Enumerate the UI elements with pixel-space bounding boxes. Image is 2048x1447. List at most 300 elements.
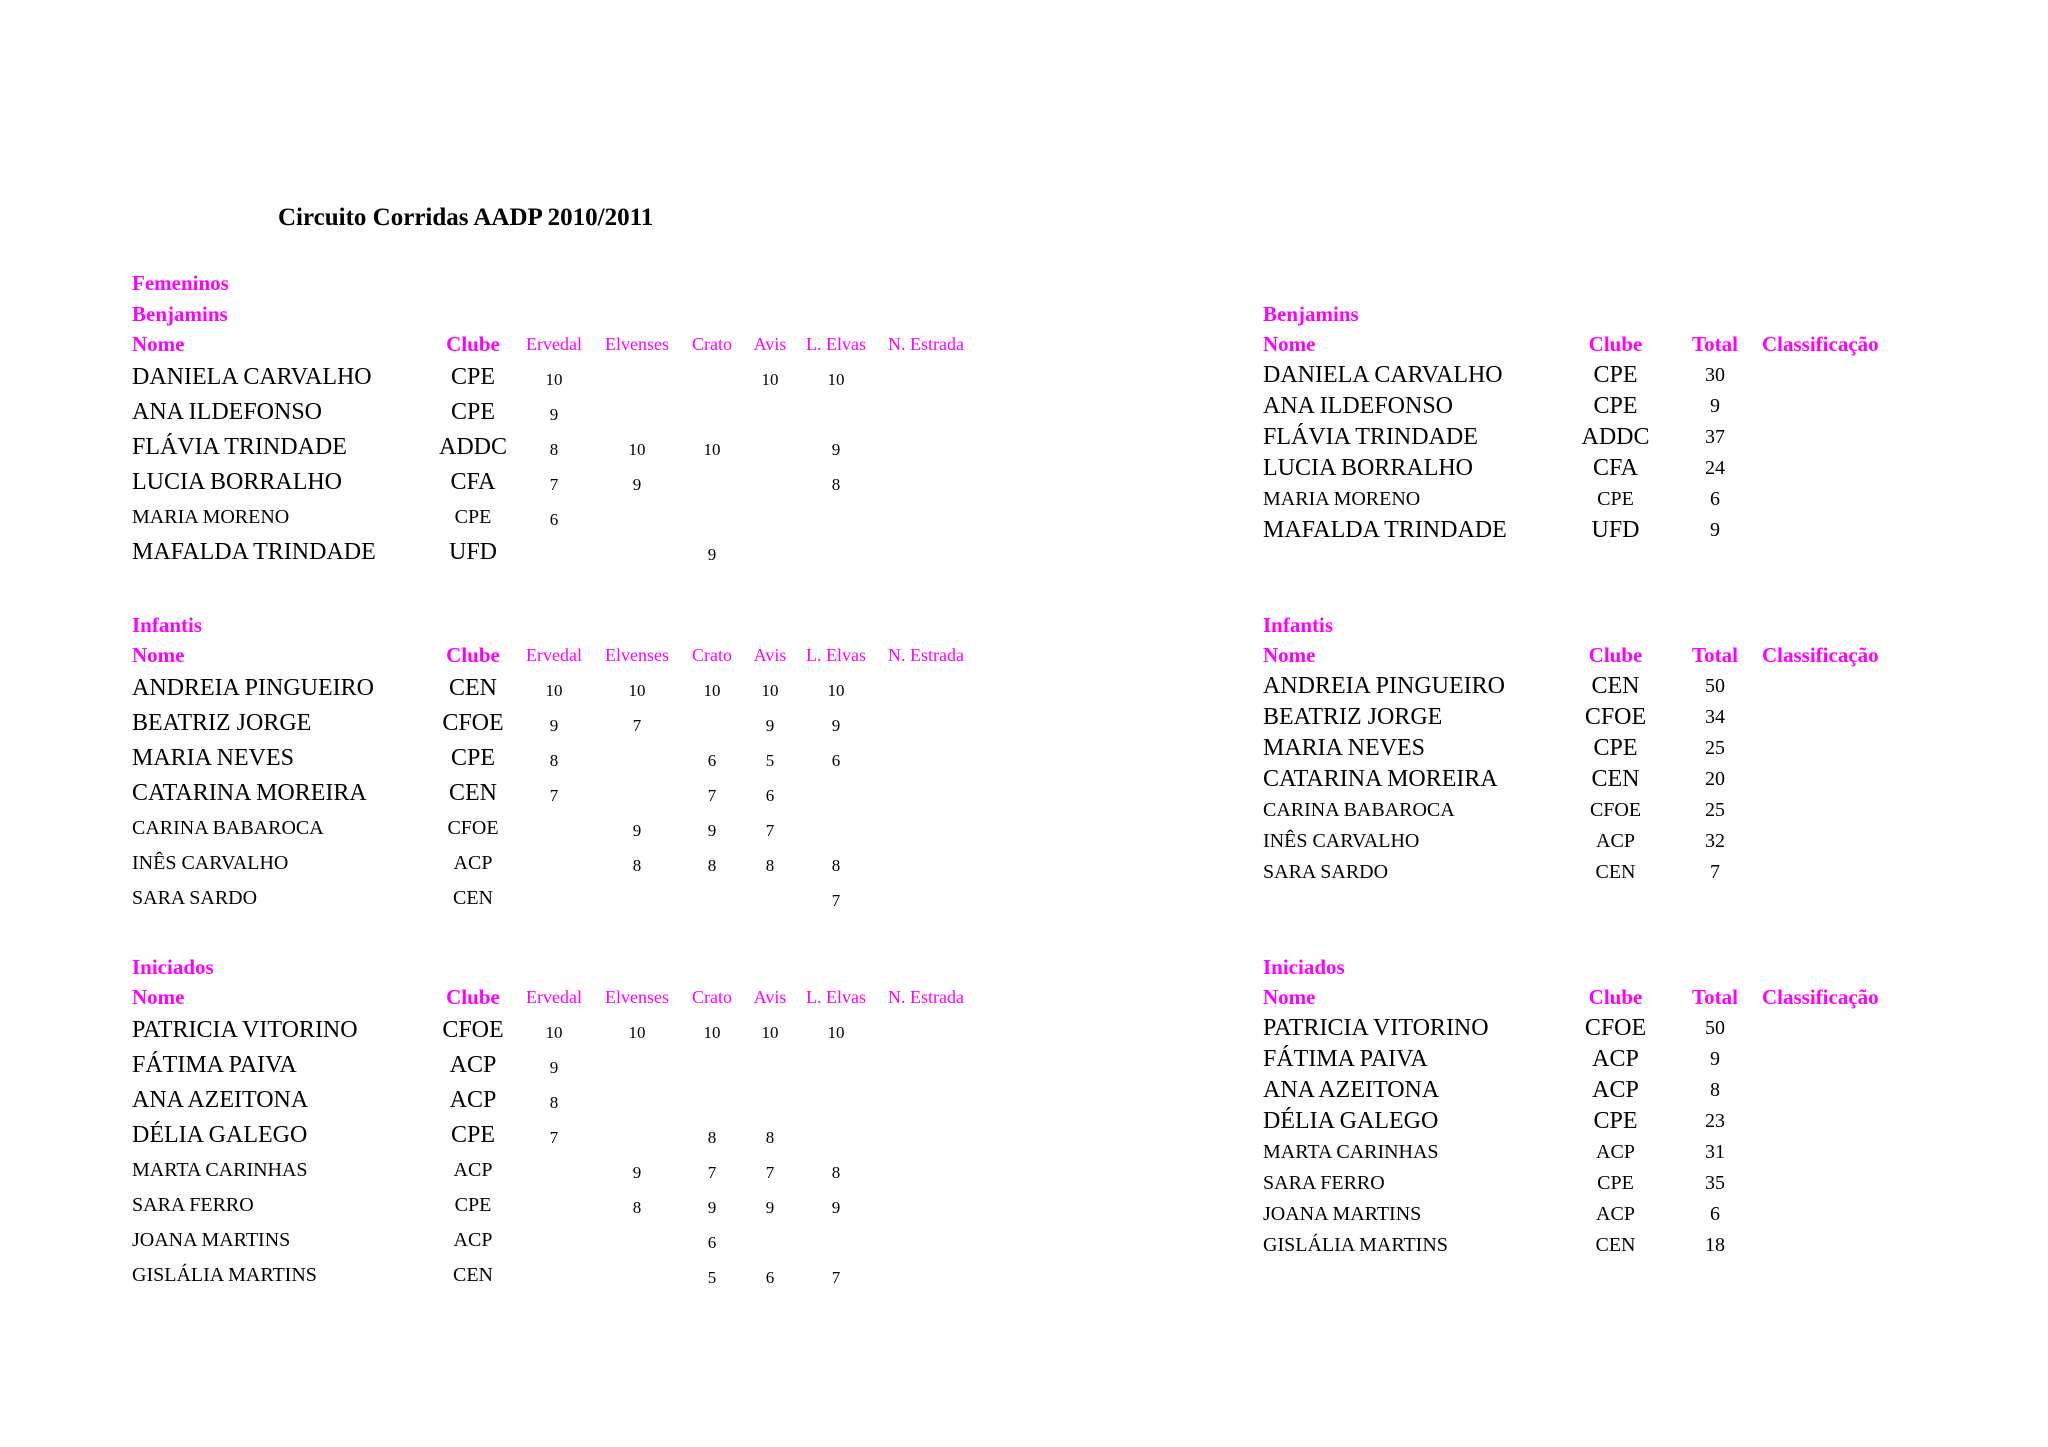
race-score bbox=[594, 741, 680, 776]
athlete-club: CEN bbox=[1591, 766, 1640, 792]
race-score: 7 bbox=[831, 1267, 841, 1287]
race-score: 5 bbox=[765, 750, 775, 770]
athlete-name: MAFALDA TRINDADE bbox=[1263, 517, 1507, 543]
race-score: 8 bbox=[707, 1127, 717, 1147]
header-race: Avis bbox=[753, 334, 787, 354]
athlete-classification bbox=[1762, 826, 1902, 857]
race-score bbox=[594, 395, 680, 430]
table-row bbox=[132, 360, 976, 395]
race-score: 9 bbox=[632, 474, 642, 494]
race-score: 6 bbox=[707, 1232, 717, 1252]
athlete-name: FÁTIMA PAIVA bbox=[132, 1052, 297, 1078]
athlete-club: CFOE bbox=[1589, 799, 1642, 821]
athlete-name: MAFALDA TRINDADE bbox=[132, 539, 376, 565]
race-score: 9 bbox=[765, 715, 775, 735]
athlete-club: ACP bbox=[1592, 1046, 1639, 1072]
athlete-club: CPE bbox=[454, 506, 492, 528]
race-score bbox=[876, 360, 976, 395]
race-score: 10 bbox=[827, 1022, 845, 1042]
athlete-classification bbox=[1762, 1106, 1902, 1137]
athlete-name: INÊS CARVALHO bbox=[132, 852, 289, 874]
race-score: 6 bbox=[831, 750, 841, 770]
athlete-name: MARTA CARINHAS bbox=[1263, 1141, 1439, 1163]
athlete-club: ACP bbox=[449, 1052, 497, 1078]
athlete-total: 9 bbox=[1710, 519, 1720, 541]
race-score bbox=[876, 535, 976, 570]
table-row bbox=[1263, 1230, 1902, 1261]
table-row bbox=[132, 1188, 976, 1223]
race-score bbox=[876, 881, 976, 916]
athlete-club: ACP bbox=[1596, 1141, 1635, 1163]
race-score: 10 bbox=[761, 369, 779, 389]
race-score bbox=[876, 465, 976, 500]
race-score: 7 bbox=[831, 890, 841, 910]
athlete-name: BEATRIZ JORGE bbox=[132, 710, 312, 736]
athlete-club: CFOE bbox=[447, 817, 499, 839]
race-score: 10 bbox=[628, 439, 646, 459]
athlete-total: 25 bbox=[1705, 799, 1725, 821]
race-score: 9 bbox=[831, 1197, 841, 1217]
race-score: 7 bbox=[632, 715, 642, 735]
athlete-name: MARIA MORENO bbox=[132, 506, 290, 528]
athlete-name: FÁTIMA PAIVA bbox=[1263, 1046, 1428, 1072]
race-score bbox=[680, 706, 744, 741]
race-score: 8 bbox=[765, 855, 775, 875]
table-row bbox=[132, 535, 976, 570]
header-race: N. Estrada bbox=[888, 987, 964, 1007]
race-score bbox=[744, 1083, 796, 1118]
athlete-club: ACP bbox=[453, 1229, 493, 1251]
header-race: Crato bbox=[692, 987, 732, 1007]
category-label-iniciados-left: Iniciados bbox=[132, 955, 214, 979]
header-race: L. Elvas bbox=[806, 334, 866, 354]
header-row bbox=[1263, 329, 1902, 360]
header-row bbox=[132, 640, 976, 671]
athlete-classification bbox=[1762, 484, 1902, 515]
race-score: 8 bbox=[632, 1197, 642, 1217]
header-name: Nome bbox=[1263, 985, 1316, 1009]
race-score: 7 bbox=[765, 820, 775, 840]
race-score: 9 bbox=[632, 820, 642, 840]
athlete-name: MARIA MORENO bbox=[1263, 488, 1421, 510]
table-row bbox=[132, 1153, 976, 1188]
athlete-name: ANDREIA PINGUEIRO bbox=[132, 675, 374, 701]
athlete-club: CEN bbox=[449, 675, 497, 701]
race-score: 8 bbox=[831, 474, 841, 494]
header-total: Total bbox=[1692, 332, 1738, 356]
header-race: L. Elvas bbox=[806, 987, 866, 1007]
athlete-club: CPE bbox=[450, 364, 495, 390]
table-row bbox=[132, 1048, 976, 1083]
header-race: Ervedal bbox=[526, 987, 582, 1007]
race-score bbox=[514, 1223, 594, 1258]
table-row bbox=[132, 1223, 976, 1258]
race-score bbox=[876, 1013, 976, 1048]
athlete-club: CPE bbox=[450, 1122, 495, 1148]
race-score bbox=[876, 741, 976, 776]
race-score: 8 bbox=[549, 750, 559, 770]
race-score: 8 bbox=[707, 855, 717, 875]
race-score bbox=[876, 776, 976, 811]
table-row bbox=[132, 465, 976, 500]
race-score: 7 bbox=[765, 1162, 775, 1182]
athlete-name: CARINA BABAROCA bbox=[132, 817, 324, 839]
race-score: 10 bbox=[628, 1022, 646, 1042]
athlete-name: DANIELA CARVALHO bbox=[132, 364, 372, 390]
athlete-name: INÊS CARVALHO bbox=[1263, 830, 1420, 852]
athlete-club: CEN bbox=[1595, 1234, 1636, 1256]
race-score bbox=[876, 1188, 976, 1223]
race-score: 10 bbox=[545, 1022, 563, 1042]
header-total: Total bbox=[1692, 643, 1738, 667]
table-row bbox=[132, 706, 976, 741]
category-label-iniciados-right: Iniciados bbox=[1263, 955, 1345, 979]
athlete-name: MARTA CARINHAS bbox=[132, 1159, 308, 1181]
header-race: Crato bbox=[692, 334, 732, 354]
athlete-total: 31 bbox=[1705, 1141, 1725, 1163]
race-score bbox=[680, 500, 744, 535]
athlete-club: UFD bbox=[1591, 517, 1640, 543]
header-club: Clube bbox=[446, 985, 500, 1009]
athlete-name: GISLÁLIA MARTINS bbox=[1263, 1234, 1448, 1256]
athlete-club: CEN bbox=[1595, 861, 1636, 883]
athlete-club: CEN bbox=[449, 780, 497, 806]
race-score: 8 bbox=[632, 855, 642, 875]
race-score bbox=[594, 1258, 680, 1293]
race-score bbox=[594, 1223, 680, 1258]
header-race: Avis bbox=[753, 987, 787, 1007]
race-score: 7 bbox=[549, 785, 559, 805]
athlete-total: 24 bbox=[1705, 457, 1725, 479]
race-score: 8 bbox=[549, 1092, 559, 1112]
athlete-classification bbox=[1762, 1013, 1902, 1044]
athlete-club: CFA bbox=[450, 469, 496, 495]
athlete-club: CEN bbox=[453, 887, 493, 909]
race-score bbox=[744, 465, 796, 500]
race-score bbox=[744, 535, 796, 570]
athlete-club: CPE bbox=[454, 1194, 492, 1216]
race-score bbox=[796, 535, 876, 570]
table-row bbox=[132, 741, 976, 776]
athlete-classification bbox=[1762, 360, 1902, 391]
table-row bbox=[132, 811, 976, 846]
header-race: Ervedal bbox=[526, 334, 582, 354]
race-score: 9 bbox=[707, 820, 717, 840]
athlete-club: ACP bbox=[1596, 1203, 1635, 1225]
race-score: 10 bbox=[703, 680, 721, 700]
athlete-classification bbox=[1762, 733, 1902, 764]
athlete-classification bbox=[1762, 764, 1902, 795]
race-score bbox=[876, 1223, 976, 1258]
athlete-name: CARINA BABAROCA bbox=[1263, 799, 1455, 821]
race-score bbox=[514, 1153, 594, 1188]
athlete-name: CATARINA MOREIRA bbox=[1263, 766, 1498, 792]
table-row bbox=[1263, 1075, 1902, 1106]
athlete-classification bbox=[1762, 1199, 1902, 1230]
race-score: 6 bbox=[765, 1267, 775, 1287]
header-classification: Classificação bbox=[1762, 985, 1879, 1009]
race-score bbox=[796, 500, 876, 535]
race-score bbox=[876, 671, 976, 706]
race-score: 10 bbox=[545, 680, 563, 700]
gender-label: Femeninos bbox=[132, 271, 229, 295]
athlete-name: PATRICIA VITORINO bbox=[1263, 1015, 1489, 1041]
athlete-name: PATRICIA VITORINO bbox=[132, 1017, 358, 1043]
athlete-total: 6 bbox=[1710, 488, 1720, 510]
header-name: Nome bbox=[132, 332, 185, 356]
race-score: 9 bbox=[831, 715, 841, 735]
athlete-name: FLÁVIA TRINDADE bbox=[132, 434, 347, 460]
athlete-classification bbox=[1762, 671, 1902, 702]
race-score bbox=[796, 1083, 876, 1118]
athlete-total: 23 bbox=[1705, 1110, 1725, 1132]
table-row bbox=[1263, 360, 1902, 391]
table-row bbox=[1263, 702, 1902, 733]
header-name: Nome bbox=[1263, 332, 1316, 356]
header-race: Elvenses bbox=[605, 987, 669, 1007]
table-row bbox=[1263, 826, 1902, 857]
race-score bbox=[796, 1048, 876, 1083]
athlete-club: ADDC bbox=[438, 434, 507, 460]
race-score bbox=[876, 1118, 976, 1153]
standings-table-iniciados bbox=[1263, 982, 1902, 1261]
race-score bbox=[594, 776, 680, 811]
category-label-benjamins-left: Benjamins bbox=[132, 302, 228, 326]
athlete-name: FLÁVIA TRINDADE bbox=[1263, 424, 1478, 450]
race-score bbox=[514, 1258, 594, 1293]
athlete-name: BEATRIZ JORGE bbox=[1263, 704, 1443, 730]
athlete-club: CPE bbox=[450, 745, 495, 771]
athlete-total: 50 bbox=[1705, 1017, 1725, 1039]
athlete-club: CPE bbox=[1593, 1108, 1638, 1134]
race-score bbox=[594, 1118, 680, 1153]
standings-table-benjamins bbox=[1263, 329, 1902, 546]
race-score: 7 bbox=[707, 785, 717, 805]
race-score bbox=[514, 1188, 594, 1223]
athlete-name: ANA AZEITONA bbox=[1263, 1077, 1440, 1103]
table-row bbox=[1263, 1168, 1902, 1199]
race-score bbox=[514, 846, 594, 881]
race-score: 8 bbox=[831, 1162, 841, 1182]
header-classification: Classificação bbox=[1762, 643, 1879, 667]
race-score: 7 bbox=[707, 1162, 717, 1182]
race-score: 10 bbox=[827, 680, 845, 700]
athlete-name: SARA SARDO bbox=[132, 887, 258, 909]
table-row bbox=[1263, 422, 1902, 453]
athlete-club: CEN bbox=[453, 1264, 493, 1286]
header-name: Nome bbox=[132, 643, 185, 667]
table-row bbox=[1263, 1013, 1902, 1044]
race-score: 8 bbox=[765, 1127, 775, 1147]
table-row bbox=[1263, 671, 1902, 702]
athlete-total: 20 bbox=[1705, 768, 1725, 790]
athlete-name: ANA ILDEFONSO bbox=[132, 399, 323, 425]
race-score bbox=[744, 1223, 796, 1258]
athlete-name: CATARINA MOREIRA bbox=[132, 780, 367, 806]
athlete-total: 9 bbox=[1710, 1048, 1720, 1070]
athlete-club: ACP bbox=[449, 1087, 497, 1113]
race-score: 9 bbox=[549, 715, 559, 735]
athlete-total: 9 bbox=[1710, 395, 1720, 417]
race-score: 9 bbox=[765, 1197, 775, 1217]
athlete-club: CPE bbox=[1593, 735, 1638, 761]
header-race: N. Estrada bbox=[888, 645, 964, 665]
athlete-name: LUCIA BORRALHO bbox=[1263, 455, 1474, 481]
race-score bbox=[680, 1048, 744, 1083]
race-score: 9 bbox=[707, 1197, 717, 1217]
athlete-classification bbox=[1762, 391, 1902, 422]
table-row bbox=[132, 1013, 976, 1048]
race-score: 10 bbox=[761, 680, 779, 700]
header-row bbox=[132, 982, 976, 1013]
table-row bbox=[1263, 1106, 1902, 1137]
header-name: Nome bbox=[1263, 643, 1316, 667]
race-score bbox=[594, 881, 680, 916]
athlete-name: ANDREIA PINGUEIRO bbox=[1263, 673, 1505, 699]
athlete-name: DÉLIA GALEGO bbox=[132, 1122, 308, 1148]
athlete-name: GISLÁLIA MARTINS bbox=[132, 1264, 317, 1286]
athlete-total: 18 bbox=[1705, 1234, 1725, 1256]
race-score: 5 bbox=[707, 1267, 717, 1287]
athlete-club: CFA bbox=[1593, 455, 1638, 481]
race-score bbox=[680, 395, 744, 430]
race-score bbox=[796, 811, 876, 846]
race-score: 10 bbox=[545, 369, 563, 389]
race-score: 6 bbox=[707, 750, 717, 770]
header-race: Elvenses bbox=[605, 334, 669, 354]
race-score bbox=[744, 395, 796, 430]
race-score: 9 bbox=[632, 1162, 642, 1182]
table-row bbox=[132, 846, 976, 881]
athlete-name: SARA FERRO bbox=[1263, 1172, 1385, 1194]
table-row bbox=[1263, 515, 1902, 546]
athlete-name: ANA ILDEFONSO bbox=[1263, 393, 1454, 419]
race-score bbox=[514, 535, 594, 570]
table-row bbox=[1263, 733, 1902, 764]
athlete-total: 30 bbox=[1705, 364, 1725, 386]
race-score bbox=[876, 500, 976, 535]
header-race: L. Elvas bbox=[806, 645, 866, 665]
athlete-club: CFOE bbox=[1584, 704, 1647, 730]
table-row bbox=[132, 1118, 976, 1153]
race-score bbox=[680, 881, 744, 916]
header-name: Nome bbox=[132, 985, 185, 1009]
athlete-name: DÉLIA GALEGO bbox=[1263, 1108, 1439, 1134]
athlete-club: CPE bbox=[1597, 1172, 1634, 1194]
header-race: Avis bbox=[753, 645, 787, 665]
race-score: 9 bbox=[831, 439, 841, 459]
athlete-club: ACP bbox=[453, 852, 493, 874]
athlete-club: CEN bbox=[1591, 673, 1640, 699]
athlete-club: CFOE bbox=[442, 1017, 504, 1043]
athlete-name: JOANA MARTINS bbox=[1263, 1203, 1422, 1225]
race-score bbox=[876, 1258, 976, 1293]
race-score: 9 bbox=[549, 404, 559, 424]
athlete-classification bbox=[1762, 1137, 1902, 1168]
athlete-total: 8 bbox=[1710, 1079, 1720, 1101]
header-race: N. Estrada bbox=[888, 334, 964, 354]
athlete-total: 7 bbox=[1710, 861, 1720, 883]
athlete-classification bbox=[1762, 453, 1902, 484]
race-score bbox=[876, 1048, 976, 1083]
header-race: Crato bbox=[692, 645, 732, 665]
athlete-name: MARIA NEVES bbox=[1263, 735, 1426, 761]
table-row bbox=[1263, 795, 1902, 826]
race-score bbox=[744, 430, 796, 465]
race-score: 9 bbox=[707, 544, 717, 564]
race-score: 10 bbox=[628, 680, 646, 700]
results-table-infantis bbox=[132, 640, 976, 916]
athlete-classification bbox=[1762, 857, 1902, 888]
table-row bbox=[1263, 857, 1902, 888]
header-classification: Classificação bbox=[1762, 332, 1879, 356]
athlete-total: 50 bbox=[1705, 675, 1725, 697]
race-score bbox=[876, 1153, 976, 1188]
results-table-benjamins bbox=[132, 329, 976, 570]
race-score bbox=[796, 395, 876, 430]
athlete-name: LUCIA BORRALHO bbox=[132, 469, 343, 495]
race-score bbox=[744, 881, 796, 916]
race-score bbox=[594, 535, 680, 570]
race-score bbox=[796, 1118, 876, 1153]
race-score bbox=[796, 1223, 876, 1258]
table-row bbox=[132, 500, 976, 535]
header-row bbox=[132, 329, 976, 360]
athlete-name: ANA AZEITONA bbox=[132, 1087, 309, 1113]
race-score bbox=[514, 881, 594, 916]
athlete-club: CFOE bbox=[442, 710, 504, 736]
race-score: 8 bbox=[549, 439, 559, 459]
header-race: Elvenses bbox=[605, 645, 669, 665]
athlete-total: 34 bbox=[1705, 706, 1725, 728]
results-table-iniciados bbox=[132, 982, 976, 1293]
athlete-club: CFOE bbox=[1584, 1015, 1647, 1041]
race-score: 9 bbox=[549, 1057, 559, 1077]
race-score: 10 bbox=[703, 1022, 721, 1042]
table-row bbox=[1263, 453, 1902, 484]
category-label-infantis-left: Infantis bbox=[132, 613, 203, 637]
table-row bbox=[132, 776, 976, 811]
header-club: Clube bbox=[1588, 985, 1643, 1009]
athlete-classification bbox=[1762, 1075, 1902, 1106]
athlete-classification bbox=[1762, 702, 1902, 733]
athlete-classification bbox=[1762, 422, 1902, 453]
race-score: 10 bbox=[703, 439, 721, 459]
race-score bbox=[744, 500, 796, 535]
athlete-classification bbox=[1762, 1168, 1902, 1199]
header-row bbox=[1263, 982, 1902, 1013]
race-score: 7 bbox=[549, 474, 559, 494]
header-club: Clube bbox=[1588, 332, 1643, 356]
table-row bbox=[1263, 391, 1902, 422]
table-row bbox=[1263, 1044, 1902, 1075]
athlete-club: CPE bbox=[1593, 362, 1638, 388]
header-club: Clube bbox=[446, 643, 500, 667]
category-label-benjamins-right: Benjamins bbox=[1263, 302, 1359, 326]
athlete-total: 35 bbox=[1705, 1172, 1725, 1194]
table-row bbox=[132, 430, 976, 465]
race-score bbox=[594, 1048, 680, 1083]
table-row bbox=[1263, 484, 1902, 515]
race-score bbox=[680, 465, 744, 500]
table-row bbox=[132, 395, 976, 430]
race-score bbox=[876, 430, 976, 465]
athlete-classification bbox=[1762, 795, 1902, 826]
race-score: 10 bbox=[827, 369, 845, 389]
race-score bbox=[514, 811, 594, 846]
header-club: Clube bbox=[446, 332, 500, 356]
race-score bbox=[594, 500, 680, 535]
